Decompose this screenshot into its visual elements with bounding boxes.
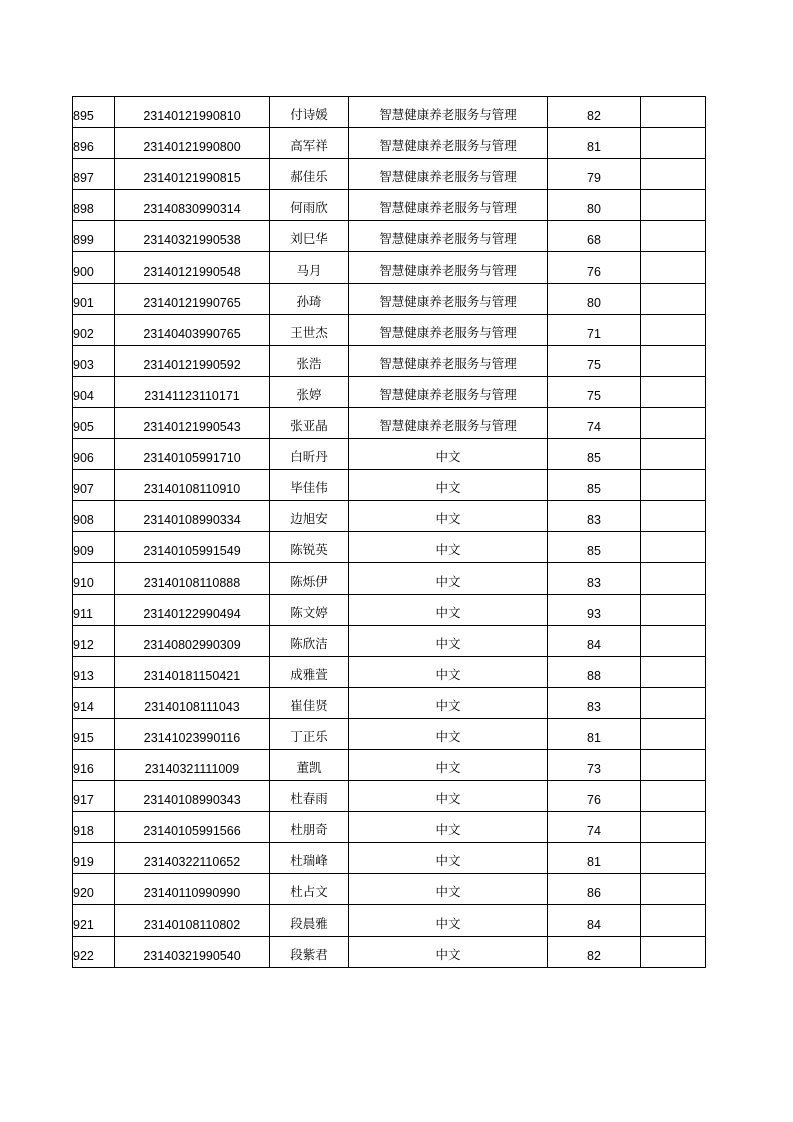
student-name-cell: 何雨欣 [270, 190, 349, 221]
candidate-id-cell: 23140105991710 [115, 439, 270, 470]
major-cell: 中文 [349, 905, 548, 936]
remark-cell [641, 314, 706, 345]
major-cell: 中文 [349, 563, 548, 594]
score-cell: 93 [548, 594, 641, 625]
table-row [73, 128, 706, 159]
serial-number-cell: 905 [73, 407, 115, 438]
candidate-id-cell: 23140321111009 [115, 749, 270, 780]
candidate-id-cell: 23141123110171 [115, 376, 270, 407]
score-cell: 85 [548, 470, 641, 501]
serial-number-cell: 920 [73, 874, 115, 905]
remark-cell [641, 283, 706, 314]
score-table [72, 96, 706, 968]
candidate-id-cell: 23140181150421 [115, 656, 270, 687]
major-cell: 中文 [349, 874, 548, 905]
table-row [73, 221, 706, 252]
remark-cell [641, 439, 706, 470]
table-row [73, 594, 706, 625]
major-cell: 智慧健康养老服务与管理 [349, 376, 548, 407]
major-cell: 智慧健康养老服务与管理 [349, 190, 548, 221]
student-name-cell: 张浩 [270, 345, 349, 376]
serial-number-cell: 922 [73, 936, 115, 967]
student-name-cell: 杜占文 [270, 874, 349, 905]
remark-cell [641, 749, 706, 780]
table-row [73, 252, 706, 283]
score-cell: 75 [548, 345, 641, 376]
remark-cell [641, 532, 706, 563]
serial-number-cell: 906 [73, 439, 115, 470]
candidate-id-cell: 23140105991549 [115, 532, 270, 563]
remark-cell [641, 407, 706, 438]
candidate-id-cell: 23140121990548 [115, 252, 270, 283]
serial-number-cell: 915 [73, 718, 115, 749]
serial-number-cell: 919 [73, 843, 115, 874]
major-cell: 中文 [349, 812, 548, 843]
score-table-body [73, 97, 706, 968]
table-row [73, 376, 706, 407]
serial-number-cell: 912 [73, 625, 115, 656]
serial-number-cell: 914 [73, 687, 115, 718]
serial-number-cell: 909 [73, 532, 115, 563]
remark-cell [641, 128, 706, 159]
serial-number-cell: 902 [73, 314, 115, 345]
student-name-cell: 马月 [270, 252, 349, 283]
student-name-cell: 段紫君 [270, 936, 349, 967]
serial-number-cell: 913 [73, 656, 115, 687]
table-row [73, 718, 706, 749]
major-cell: 中文 [349, 625, 548, 656]
serial-number-cell: 903 [73, 345, 115, 376]
major-cell: 中文 [349, 594, 548, 625]
student-name-cell: 边旭安 [270, 501, 349, 532]
candidate-id-cell: 23140108111043 [115, 687, 270, 718]
score-cell: 83 [548, 687, 641, 718]
candidate-id-cell: 23140121990810 [115, 97, 270, 128]
serial-number-cell: 897 [73, 159, 115, 190]
remark-cell [641, 812, 706, 843]
table-row [73, 532, 706, 563]
score-cell: 74 [548, 407, 641, 438]
score-cell: 81 [548, 843, 641, 874]
major-cell: 智慧健康养老服务与管理 [349, 283, 548, 314]
score-cell: 76 [548, 781, 641, 812]
serial-number-cell: 900 [73, 252, 115, 283]
table-row [73, 905, 706, 936]
student-name-cell: 郝佳乐 [270, 159, 349, 190]
table-row [73, 749, 706, 780]
score-cell: 88 [548, 656, 641, 687]
candidate-id-cell: 23140121990800 [115, 128, 270, 159]
student-name-cell: 成雅萱 [270, 656, 349, 687]
remark-cell [641, 625, 706, 656]
table-row [73, 407, 706, 438]
table-row [73, 159, 706, 190]
score-cell: 85 [548, 439, 641, 470]
remark-cell [641, 718, 706, 749]
table-row [73, 843, 706, 874]
student-name-cell: 王世杰 [270, 314, 349, 345]
candidate-id-cell: 23140121990592 [115, 345, 270, 376]
major-cell: 中文 [349, 439, 548, 470]
remark-cell [641, 470, 706, 501]
remark-cell [641, 190, 706, 221]
serial-number-cell: 911 [73, 594, 115, 625]
major-cell: 智慧健康养老服务与管理 [349, 159, 548, 190]
student-name-cell: 杜朋奇 [270, 812, 349, 843]
student-name-cell: 毕佳伟 [270, 470, 349, 501]
remark-cell [641, 501, 706, 532]
remark-cell [641, 594, 706, 625]
major-cell: 中文 [349, 532, 548, 563]
remark-cell [641, 252, 706, 283]
table-row [73, 656, 706, 687]
remark-cell [641, 159, 706, 190]
student-name-cell: 陈烁伊 [270, 563, 349, 594]
major-cell: 中文 [349, 843, 548, 874]
student-name-cell: 段晨雅 [270, 905, 349, 936]
remark-cell [641, 656, 706, 687]
remark-cell [641, 781, 706, 812]
candidate-id-cell: 23140110990990 [115, 874, 270, 905]
student-name-cell: 崔佳贤 [270, 687, 349, 718]
candidate-id-cell: 23140321990540 [115, 936, 270, 967]
student-name-cell: 杜瑞峰 [270, 843, 349, 874]
major-cell: 智慧健康养老服务与管理 [349, 345, 548, 376]
score-cell: 75 [548, 376, 641, 407]
major-cell: 中文 [349, 936, 548, 967]
serial-number-cell: 899 [73, 221, 115, 252]
score-cell: 71 [548, 314, 641, 345]
table-row [73, 97, 706, 128]
score-cell: 83 [548, 501, 641, 532]
student-name-cell: 白昕丹 [270, 439, 349, 470]
candidate-id-cell: 23140108990343 [115, 781, 270, 812]
major-cell: 中文 [349, 501, 548, 532]
table-row [73, 874, 706, 905]
serial-number-cell: 895 [73, 97, 115, 128]
candidate-id-cell: 23140108110888 [115, 563, 270, 594]
remark-cell [641, 345, 706, 376]
student-name-cell: 陈欣洁 [270, 625, 349, 656]
table-row [73, 283, 706, 314]
table-row [73, 812, 706, 843]
major-cell: 智慧健康养老服务与管理 [349, 97, 548, 128]
candidate-id-cell: 23140108990334 [115, 501, 270, 532]
student-name-cell: 陈文婷 [270, 594, 349, 625]
score-cell: 80 [548, 190, 641, 221]
serial-number-cell: 896 [73, 128, 115, 159]
student-name-cell: 陈锐英 [270, 532, 349, 563]
major-cell: 中文 [349, 781, 548, 812]
table-row [73, 781, 706, 812]
student-name-cell: 张亚晶 [270, 407, 349, 438]
table-row [73, 687, 706, 718]
remark-cell [641, 687, 706, 718]
candidate-id-cell: 23140802990309 [115, 625, 270, 656]
score-cell: 68 [548, 221, 641, 252]
score-cell: 81 [548, 128, 641, 159]
candidate-id-cell: 23140122990494 [115, 594, 270, 625]
candidate-id-cell: 23140121990815 [115, 159, 270, 190]
remark-cell [641, 376, 706, 407]
table-row [73, 501, 706, 532]
remark-cell [641, 843, 706, 874]
table-row [73, 470, 706, 501]
remark-cell [641, 874, 706, 905]
score-cell: 80 [548, 283, 641, 314]
remark-cell [641, 563, 706, 594]
major-cell: 智慧健康养老服务与管理 [349, 252, 548, 283]
major-cell: 智慧健康养老服务与管理 [349, 314, 548, 345]
candidate-id-cell: 23140403990765 [115, 314, 270, 345]
major-cell: 中文 [349, 470, 548, 501]
table-row [73, 625, 706, 656]
table-row [73, 345, 706, 376]
major-cell: 智慧健康养老服务与管理 [349, 221, 548, 252]
score-cell: 84 [548, 905, 641, 936]
table-row [73, 314, 706, 345]
student-name-cell: 丁正乐 [270, 718, 349, 749]
student-name-cell: 高军祥 [270, 128, 349, 159]
candidate-id-cell: 23140121990765 [115, 283, 270, 314]
score-cell: 76 [548, 252, 641, 283]
remark-cell [641, 221, 706, 252]
serial-number-cell: 901 [73, 283, 115, 314]
table-row [73, 190, 706, 221]
score-cell: 85 [548, 532, 641, 563]
candidate-id-cell: 23140108110910 [115, 470, 270, 501]
candidate-id-cell: 23140105991566 [115, 812, 270, 843]
student-name-cell: 董凯 [270, 749, 349, 780]
student-name-cell: 杜春雨 [270, 781, 349, 812]
serial-number-cell: 898 [73, 190, 115, 221]
serial-number-cell: 918 [73, 812, 115, 843]
score-cell: 86 [548, 874, 641, 905]
serial-number-cell: 904 [73, 376, 115, 407]
table-row [73, 439, 706, 470]
table-row [73, 563, 706, 594]
major-cell: 中文 [349, 687, 548, 718]
candidate-id-cell: 23140322110652 [115, 843, 270, 874]
serial-number-cell: 908 [73, 501, 115, 532]
major-cell: 中文 [349, 718, 548, 749]
serial-number-cell: 916 [73, 749, 115, 780]
score-cell: 82 [548, 936, 641, 967]
student-name-cell: 付诗媛 [270, 97, 349, 128]
score-cell: 82 [548, 97, 641, 128]
table-row [73, 936, 706, 967]
candidate-id-cell: 23140830990314 [115, 190, 270, 221]
serial-number-cell: 907 [73, 470, 115, 501]
student-name-cell: 张婷 [270, 376, 349, 407]
score-cell: 81 [548, 718, 641, 749]
candidate-id-cell: 23140108110802 [115, 905, 270, 936]
serial-number-cell: 910 [73, 563, 115, 594]
remark-cell [641, 97, 706, 128]
score-cell: 73 [548, 749, 641, 780]
major-cell: 智慧健康养老服务与管理 [349, 407, 548, 438]
score-cell: 79 [548, 159, 641, 190]
serial-number-cell: 921 [73, 905, 115, 936]
student-name-cell: 孙琦 [270, 283, 349, 314]
serial-number-cell: 917 [73, 781, 115, 812]
remark-cell [641, 936, 706, 967]
student-name-cell: 刘巳华 [270, 221, 349, 252]
remark-cell [641, 905, 706, 936]
candidate-id-cell: 23140121990543 [115, 407, 270, 438]
score-cell: 84 [548, 625, 641, 656]
major-cell: 中文 [349, 656, 548, 687]
major-cell: 中文 [349, 749, 548, 780]
major-cell: 智慧健康养老服务与管理 [349, 128, 548, 159]
candidate-id-cell: 23141023990116 [115, 718, 270, 749]
score-cell: 83 [548, 563, 641, 594]
score-cell: 74 [548, 812, 641, 843]
candidate-id-cell: 23140321990538 [115, 221, 270, 252]
